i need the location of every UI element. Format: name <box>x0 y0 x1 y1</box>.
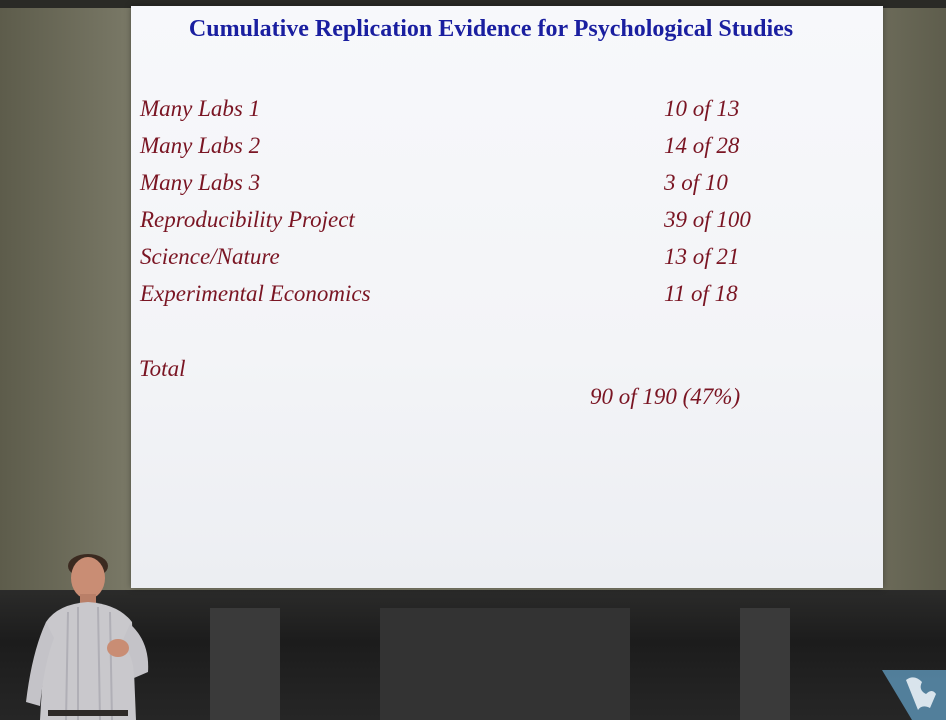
row-value: 39 of 100 <box>664 207 751 232</box>
row-value: 3 of 10 <box>664 170 728 195</box>
row-label: Reproducibility Project <box>140 207 355 232</box>
row-value: 11 of 18 <box>664 281 738 306</box>
row-value: 10 of 13 <box>664 96 740 121</box>
row-value: 14 of 28 <box>664 133 740 158</box>
stage-panel <box>380 608 630 720</box>
projection-screen <box>131 6 883 588</box>
stage-panel <box>210 608 280 720</box>
row-label: Many Labs 2 <box>140 133 261 158</box>
row-label: Experimental Economics <box>140 281 371 306</box>
watermark-logo <box>862 664 946 720</box>
total-value: 90 of 190 (47%) <box>590 384 741 409</box>
speaker-figure <box>18 552 158 720</box>
row-label: Many Labs 3 <box>140 170 261 195</box>
stage-panel <box>740 608 790 720</box>
total-label: Total <box>139 356 186 381</box>
row-label: Many Labs 1 <box>140 96 261 121</box>
row-label: Science/Nature <box>140 244 280 269</box>
row-value: 13 of 21 <box>664 244 740 269</box>
slide-title: Cumulative Replication Evidence for Psychological Studies <box>188 16 794 42</box>
